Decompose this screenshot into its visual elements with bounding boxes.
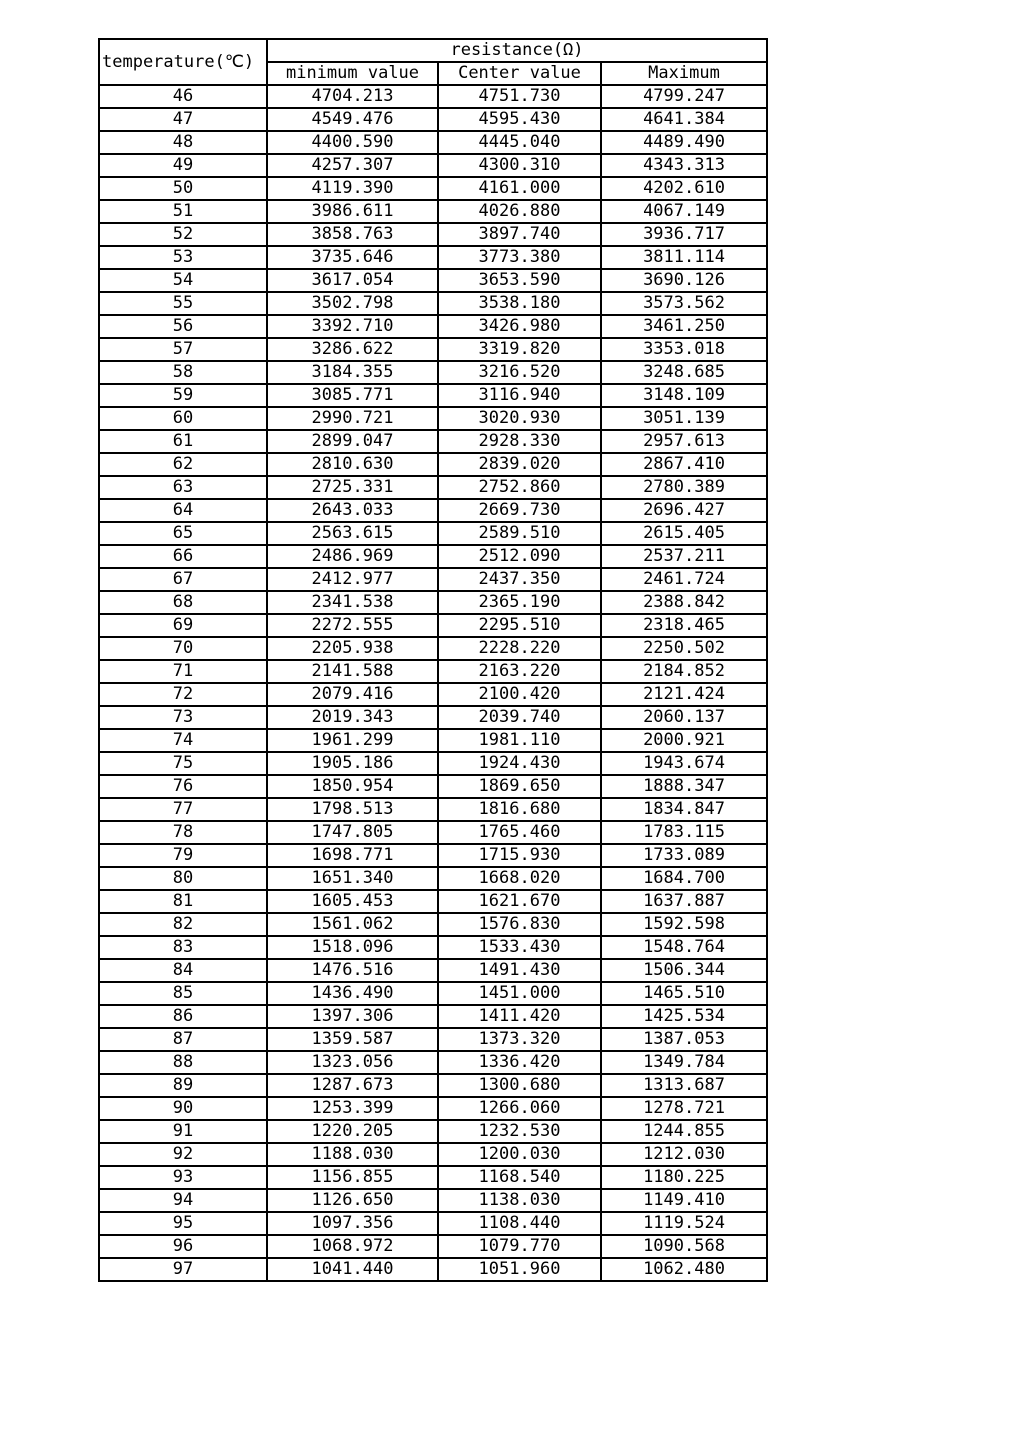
- temperature-cell: 48: [99, 131, 267, 154]
- center-value-cell: 4595.430: [438, 108, 601, 131]
- maximum-value-cell: 1465.510: [601, 982, 767, 1005]
- minimum-value-cell: 1561.062: [267, 913, 438, 936]
- header-row-top: [99, 39, 767, 62]
- temperature-cell: 94: [99, 1189, 267, 1212]
- minimum-value-cell: 1798.513: [267, 798, 438, 821]
- center-value-cell: 1051.960: [438, 1258, 601, 1281]
- minimum-value-cell: 2079.416: [267, 683, 438, 706]
- temperature-cell: 60: [99, 407, 267, 430]
- center-value-cell: 3653.590: [438, 269, 601, 292]
- table-row: [99, 246, 767, 269]
- maximum-value-cell: 3148.109: [601, 384, 767, 407]
- maximum-value-cell: 3690.126: [601, 269, 767, 292]
- maximum-value-cell: 1548.764: [601, 936, 767, 959]
- temperature-cell: 63: [99, 476, 267, 499]
- temperature-cell: 90: [99, 1097, 267, 1120]
- table-row: [99, 223, 767, 246]
- table-row: [99, 844, 767, 867]
- maximum-value-cell: 2461.724: [601, 568, 767, 591]
- center-value-cell: 1232.530: [438, 1120, 601, 1143]
- minimum-value-header: minimum value: [267, 62, 438, 85]
- table-row: [99, 1051, 767, 1074]
- center-value-cell: 1451.000: [438, 982, 601, 1005]
- maximum-value-cell: 3573.562: [601, 292, 767, 315]
- temperature-header: temperature(℃): [99, 39, 267, 85]
- maximum-value-cell: 1783.115: [601, 821, 767, 844]
- resistance-table: [98, 38, 768, 1282]
- maximum-value-cell: 2615.405: [601, 522, 767, 545]
- minimum-value-cell: 3617.054: [267, 269, 438, 292]
- maximum-value-header: Maximum: [601, 62, 767, 85]
- temperature-cell: 85: [99, 982, 267, 1005]
- table-row: [99, 568, 767, 591]
- temperature-cell: 49: [99, 154, 267, 177]
- table-row: [99, 913, 767, 936]
- table-row: [99, 936, 767, 959]
- temperature-cell: 83: [99, 936, 267, 959]
- table-row: [99, 729, 767, 752]
- maximum-value-cell: 3461.250: [601, 315, 767, 338]
- table-row: [99, 200, 767, 223]
- maximum-value-cell: 3353.018: [601, 338, 767, 361]
- center-value-cell: 1138.030: [438, 1189, 601, 1212]
- minimum-value-cell: 3286.622: [267, 338, 438, 361]
- table-row: [99, 706, 767, 729]
- temperature-cell: 54: [99, 269, 267, 292]
- temperature-cell: 88: [99, 1051, 267, 1074]
- temperature-cell: 75: [99, 752, 267, 775]
- minimum-value-cell: 1850.954: [267, 775, 438, 798]
- temperature-cell: 46: [99, 85, 267, 108]
- center-value-cell: 3020.930: [438, 407, 601, 430]
- temperature-cell: 66: [99, 545, 267, 568]
- maximum-value-cell: 2060.137: [601, 706, 767, 729]
- table-row: [99, 154, 767, 177]
- temperature-cell: 61: [99, 430, 267, 453]
- maximum-value-cell: 2000.921: [601, 729, 767, 752]
- minimum-value-cell: 1359.587: [267, 1028, 438, 1051]
- table-row: [99, 499, 767, 522]
- temperature-cell: 76: [99, 775, 267, 798]
- minimum-value-cell: 1188.030: [267, 1143, 438, 1166]
- minimum-value-cell: 3184.355: [267, 361, 438, 384]
- table-row: [99, 545, 767, 568]
- maximum-value-cell: 1733.089: [601, 844, 767, 867]
- temperature-cell: 77: [99, 798, 267, 821]
- center-value-cell: 4751.730: [438, 85, 601, 108]
- center-value-cell: 4300.310: [438, 154, 601, 177]
- maximum-value-cell: 1278.721: [601, 1097, 767, 1120]
- table-row: [99, 1097, 767, 1120]
- table-row: [99, 1235, 767, 1258]
- temperature-cell: 78: [99, 821, 267, 844]
- minimum-value-cell: 4549.476: [267, 108, 438, 131]
- minimum-value-cell: 3735.646: [267, 246, 438, 269]
- maximum-value-cell: 3811.114: [601, 246, 767, 269]
- center-value-cell: 2228.220: [438, 637, 601, 660]
- maximum-value-cell: 1888.347: [601, 775, 767, 798]
- minimum-value-cell: 1518.096: [267, 936, 438, 959]
- table-row: [99, 1166, 767, 1189]
- temperature-cell: 62: [99, 453, 267, 476]
- minimum-value-cell: 3392.710: [267, 315, 438, 338]
- center-value-cell: 4161.000: [438, 177, 601, 200]
- temperature-cell: 56: [99, 315, 267, 338]
- temperature-cell: 55: [99, 292, 267, 315]
- center-value-cell: 1533.430: [438, 936, 601, 959]
- table-row: [99, 315, 767, 338]
- maximum-value-cell: 3051.139: [601, 407, 767, 430]
- table-row: [99, 453, 767, 476]
- center-value-cell: 1576.830: [438, 913, 601, 936]
- temperature-cell: 95: [99, 1212, 267, 1235]
- maximum-value-cell: 4489.490: [601, 131, 767, 154]
- maximum-value-cell: 2121.424: [601, 683, 767, 706]
- maximum-value-cell: 1387.053: [601, 1028, 767, 1051]
- temperature-cell: 72: [99, 683, 267, 706]
- maximum-value-cell: 1244.855: [601, 1120, 767, 1143]
- center-value-cell: 1869.650: [438, 775, 601, 798]
- center-value-cell: 2928.330: [438, 430, 601, 453]
- temperature-cell: 68: [99, 591, 267, 614]
- maximum-value-cell: 2388.842: [601, 591, 767, 614]
- table-row: [99, 752, 767, 775]
- minimum-value-cell: 2899.047: [267, 430, 438, 453]
- minimum-value-cell: 2412.977: [267, 568, 438, 591]
- maximum-value-cell: 2250.502: [601, 637, 767, 660]
- minimum-value-cell: 1220.205: [267, 1120, 438, 1143]
- maximum-value-cell: 1349.784: [601, 1051, 767, 1074]
- center-value-cell: 2295.510: [438, 614, 601, 637]
- center-value-cell: 2669.730: [438, 499, 601, 522]
- center-value-cell: 4026.880: [438, 200, 601, 223]
- center-value-cell: 1079.770: [438, 1235, 601, 1258]
- table-row: [99, 1120, 767, 1143]
- center-value-cell: 2039.740: [438, 706, 601, 729]
- center-value-cell: 2437.350: [438, 568, 601, 591]
- temperature-cell: 50: [99, 177, 267, 200]
- center-value-cell: 3319.820: [438, 338, 601, 361]
- temperature-cell: 84: [99, 959, 267, 982]
- temperature-cell: 69: [99, 614, 267, 637]
- minimum-value-cell: 2272.555: [267, 614, 438, 637]
- table-row: [99, 1212, 767, 1235]
- minimum-value-cell: 3085.771: [267, 384, 438, 407]
- table-row: [99, 384, 767, 407]
- center-value-cell: 3116.940: [438, 384, 601, 407]
- table-row: [99, 890, 767, 913]
- center-value-cell: 1621.670: [438, 890, 601, 913]
- temperature-cell: 65: [99, 522, 267, 545]
- minimum-value-cell: 2725.331: [267, 476, 438, 499]
- minimum-value-cell: 4119.390: [267, 177, 438, 200]
- table-row: [99, 476, 767, 499]
- maximum-value-cell: 1684.700: [601, 867, 767, 890]
- temperature-cell: 74: [99, 729, 267, 752]
- minimum-value-cell: 1287.673: [267, 1074, 438, 1097]
- temperature-cell: 70: [99, 637, 267, 660]
- center-value-cell: 1336.420: [438, 1051, 601, 1074]
- table-row: [99, 683, 767, 706]
- center-value-cell: 1981.110: [438, 729, 601, 752]
- minimum-value-cell: 2643.033: [267, 499, 438, 522]
- minimum-value-cell: 2341.538: [267, 591, 438, 614]
- table-row: [99, 867, 767, 890]
- minimum-value-cell: 1156.855: [267, 1166, 438, 1189]
- minimum-value-cell: 1605.453: [267, 890, 438, 913]
- maximum-value-cell: 4799.247: [601, 85, 767, 108]
- center-value-cell: 2752.860: [438, 476, 601, 499]
- temperature-cell: 67: [99, 568, 267, 591]
- table-row: [99, 1074, 767, 1097]
- table-row: [99, 959, 767, 982]
- center-value-cell: 2163.220: [438, 660, 601, 683]
- table-row: [99, 269, 767, 292]
- maximum-value-cell: 1592.598: [601, 913, 767, 936]
- center-value-cell: 1765.460: [438, 821, 601, 844]
- minimum-value-cell: 2563.615: [267, 522, 438, 545]
- table-row: [99, 591, 767, 614]
- minimum-value-cell: 1698.771: [267, 844, 438, 867]
- table-row: [99, 1028, 767, 1051]
- temperature-cell: 82: [99, 913, 267, 936]
- minimum-value-cell: 2019.343: [267, 706, 438, 729]
- table-row: [99, 1143, 767, 1166]
- minimum-value-cell: 3858.763: [267, 223, 438, 246]
- table-row: [99, 361, 767, 384]
- center-value-cell: 3897.740: [438, 223, 601, 246]
- minimum-value-cell: 3502.798: [267, 292, 438, 315]
- minimum-value-cell: 4257.307: [267, 154, 438, 177]
- minimum-value-cell: 4704.213: [267, 85, 438, 108]
- table-row: [99, 660, 767, 683]
- maximum-value-cell: 1313.687: [601, 1074, 767, 1097]
- table-row: [99, 177, 767, 200]
- table-row: [99, 614, 767, 637]
- temperature-cell: 51: [99, 200, 267, 223]
- center-value-cell: 1200.030: [438, 1143, 601, 1166]
- minimum-value-cell: 3986.611: [267, 200, 438, 223]
- minimum-value-cell: 2810.630: [267, 453, 438, 476]
- temperature-cell: 87: [99, 1028, 267, 1051]
- temperature-cell: 71: [99, 660, 267, 683]
- maximum-value-cell: 2696.427: [601, 499, 767, 522]
- maximum-value-cell: 1637.887: [601, 890, 767, 913]
- maximum-value-cell: 2780.389: [601, 476, 767, 499]
- maximum-value-cell: 4202.610: [601, 177, 767, 200]
- maximum-value-cell: 4067.149: [601, 200, 767, 223]
- minimum-value-cell: 1097.356: [267, 1212, 438, 1235]
- maximum-value-cell: 1149.410: [601, 1189, 767, 1212]
- table-row: [99, 407, 767, 430]
- center-value-cell: 2839.020: [438, 453, 601, 476]
- maximum-value-cell: 1834.847: [601, 798, 767, 821]
- minimum-value-cell: 4400.590: [267, 131, 438, 154]
- minimum-value-cell: 1397.306: [267, 1005, 438, 1028]
- center-value-cell: 2512.090: [438, 545, 601, 568]
- center-value-cell: 4445.040: [438, 131, 601, 154]
- center-value-cell: 1168.540: [438, 1166, 601, 1189]
- center-value-cell: 2589.510: [438, 522, 601, 545]
- minimum-value-cell: 1747.805: [267, 821, 438, 844]
- temperature-cell: 89: [99, 1074, 267, 1097]
- minimum-value-cell: 2141.588: [267, 660, 438, 683]
- temperature-cell: 47: [99, 108, 267, 131]
- temperature-cell: 52: [99, 223, 267, 246]
- temperature-cell: 96: [99, 1235, 267, 1258]
- temperature-cell: 64: [99, 499, 267, 522]
- table-row: [99, 821, 767, 844]
- minimum-value-cell: 1126.650: [267, 1189, 438, 1212]
- center-value-cell: 3216.520: [438, 361, 601, 384]
- table-row: [99, 982, 767, 1005]
- temperature-cell: 53: [99, 246, 267, 269]
- temperature-cell: 81: [99, 890, 267, 913]
- table-row: [99, 85, 767, 108]
- minimum-value-cell: 1253.399: [267, 1097, 438, 1120]
- maximum-value-cell: 1506.344: [601, 959, 767, 982]
- center-value-cell: 2365.190: [438, 591, 601, 614]
- maximum-value-cell: 3248.685: [601, 361, 767, 384]
- table-row: [99, 1005, 767, 1028]
- minimum-value-cell: 1651.340: [267, 867, 438, 890]
- maximum-value-cell: 1090.568: [601, 1235, 767, 1258]
- maximum-value-cell: 2184.852: [601, 660, 767, 683]
- minimum-value-cell: 1436.490: [267, 982, 438, 1005]
- table-body: [99, 85, 767, 1281]
- maximum-value-cell: 2867.410: [601, 453, 767, 476]
- table-header: [99, 39, 767, 85]
- temperature-cell: 86: [99, 1005, 267, 1028]
- maximum-value-cell: 1425.534: [601, 1005, 767, 1028]
- table-row: [99, 775, 767, 798]
- minimum-value-cell: 1961.299: [267, 729, 438, 752]
- table-row: [99, 338, 767, 361]
- center-value-cell: 1668.020: [438, 867, 601, 890]
- center-value-cell: 1266.060: [438, 1097, 601, 1120]
- temperature-cell: 79: [99, 844, 267, 867]
- table-row: [99, 798, 767, 821]
- center-value-cell: 3538.180: [438, 292, 601, 315]
- center-value-cell: 3773.380: [438, 246, 601, 269]
- maximum-value-cell: 1943.674: [601, 752, 767, 775]
- center-value-header: Center value: [438, 62, 601, 85]
- maximum-value-cell: 1180.225: [601, 1166, 767, 1189]
- maximum-value-cell: 1062.480: [601, 1258, 767, 1281]
- minimum-value-cell: 2486.969: [267, 545, 438, 568]
- center-value-cell: 1411.420: [438, 1005, 601, 1028]
- temperature-cell: 91: [99, 1120, 267, 1143]
- temperature-cell: 59: [99, 384, 267, 407]
- minimum-value-cell: 1476.516: [267, 959, 438, 982]
- center-value-cell: 1373.320: [438, 1028, 601, 1051]
- temperature-cell: 92: [99, 1143, 267, 1166]
- center-value-cell: 3426.980: [438, 315, 601, 338]
- maximum-value-cell: 4343.313: [601, 154, 767, 177]
- table-row: [99, 1258, 767, 1281]
- temperature-cell: 58: [99, 361, 267, 384]
- maximum-value-cell: 4641.384: [601, 108, 767, 131]
- maximum-value-cell: 2537.211: [601, 545, 767, 568]
- center-value-cell: 1300.680: [438, 1074, 601, 1097]
- maximum-value-cell: 1119.524: [601, 1212, 767, 1235]
- resistance-table-sheet: [98, 38, 766, 1282]
- maximum-value-cell: 3936.717: [601, 223, 767, 246]
- temperature-cell: 93: [99, 1166, 267, 1189]
- center-value-cell: 1924.430: [438, 752, 601, 775]
- temperature-cell: 57: [99, 338, 267, 361]
- temperature-cell: 73: [99, 706, 267, 729]
- minimum-value-cell: 1323.056: [267, 1051, 438, 1074]
- center-value-cell: 1715.930: [438, 844, 601, 867]
- table-row: [99, 292, 767, 315]
- temperature-cell: 97: [99, 1258, 267, 1281]
- minimum-value-cell: 1068.972: [267, 1235, 438, 1258]
- center-value-cell: 1491.430: [438, 959, 601, 982]
- table-row: [99, 108, 767, 131]
- minimum-value-cell: 1041.440: [267, 1258, 438, 1281]
- maximum-value-cell: 2318.465: [601, 614, 767, 637]
- center-value-cell: 2100.420: [438, 683, 601, 706]
- table-row: [99, 131, 767, 154]
- temperature-cell: 80: [99, 867, 267, 890]
- maximum-value-cell: 2957.613: [601, 430, 767, 453]
- center-value-cell: 1816.680: [438, 798, 601, 821]
- table-row: [99, 637, 767, 660]
- minimum-value-cell: 2990.721: [267, 407, 438, 430]
- center-value-cell: 1108.440: [438, 1212, 601, 1235]
- resistance-header: resistance(Ω): [267, 39, 767, 62]
- minimum-value-cell: 2205.938: [267, 637, 438, 660]
- table-row: [99, 1189, 767, 1212]
- minimum-value-cell: 1905.186: [267, 752, 438, 775]
- table-row: [99, 430, 767, 453]
- table-row: [99, 522, 767, 545]
- maximum-value-cell: 1212.030: [601, 1143, 767, 1166]
